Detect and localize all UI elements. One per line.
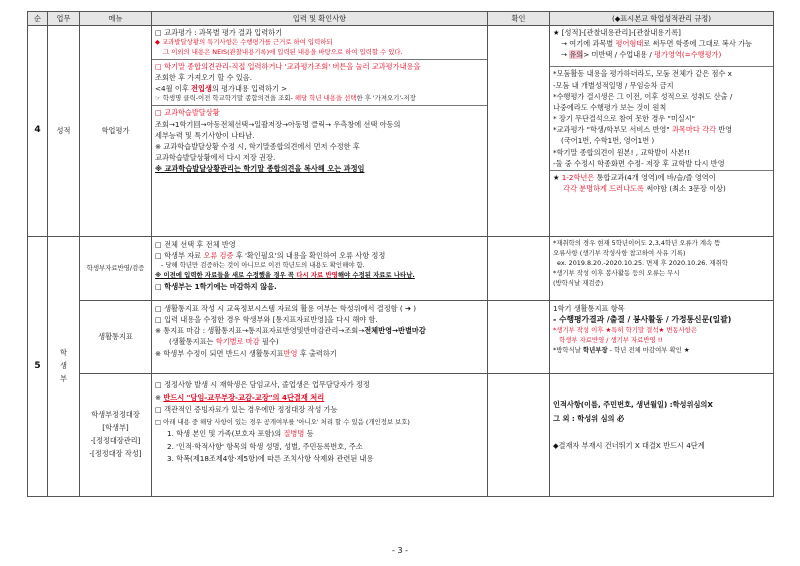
highlight-text: 평어형태 <box>615 39 644 49</box>
text-span: 1. 학생 본인 및 가족(보호자 포함)의 <box>167 428 284 438</box>
text-line <box>155 83 484 94</box>
text-line: -둘 중 수정시 학종화면 수정- 저장 후 교학발 다시 반영 <box>553 158 725 168</box>
check-cell <box>488 26 550 237</box>
note-cell <box>550 301 774 374</box>
text-line <box>155 250 484 261</box>
text-span: → 여기에 과목별 <box>561 39 616 49</box>
note-cell <box>550 374 774 497</box>
text-line: 1학기 생활통지표 항목 <box>553 304 625 313</box>
highlight-text: 질병명 <box>283 428 305 438</box>
text-span: 써야함 (최소 3문장 이상) <box>643 184 726 194</box>
header-check: 확인 <box>488 12 550 26</box>
divider <box>550 170 773 171</box>
text-line: * 장기 무단결석으로 참여 못한 경우 "미실시" <box>553 114 695 124</box>
text-span: ※ 이전에 입력한 자료들을 새로 수정했을 경우 꼭 <box>155 271 297 280</box>
divider <box>152 59 487 60</box>
text-line: □ 교과학습발달상황 <box>155 108 220 118</box>
text-line: *모둠활동 내용을 평가하더라도, 모둠 전체가 같은 점수 x <box>553 69 732 79</box>
header-task: 업무 <box>48 12 80 26</box>
page-number: - 3 - <box>392 546 408 555</box>
highlight-text: 유의 <box>569 50 584 60</box>
text-line: ※ 교과학습발달상황관리는 학기말 종합의견을 복사해 오는 과정임 <box>155 164 365 174</box>
text-line: (방학식날 재검증) <box>553 278 604 287</box>
menu-cell <box>80 374 152 497</box>
table-row <box>28 237 774 301</box>
procedure-table <box>27 11 774 497</box>
table-row <box>28 301 774 374</box>
text-line <box>553 346 770 356</box>
header-menu: 메뉴 <box>80 12 152 26</box>
text-line: 세부능력 및 특기사항이 나타남. <box>155 130 255 140</box>
text-span: (생활통지표는 <box>169 337 216 347</box>
text-span: ☞ 학생명 클릭-이전 학교학기말 종합의견을 조회- <box>155 94 295 103</box>
text-span: *방학식날 <box>553 346 583 355</box>
text-line: -모둠 내 개별성적일명 / 무임승차 금지 <box>553 80 674 90</box>
text-span: 한 후 '가져오기'-저장 <box>356 94 416 103</box>
text-line: 오류사항 (생기부 작성사항 참고하여 사유 기록) <box>553 248 686 257</box>
text-line <box>553 49 770 60</box>
highlight-text: 평가영역(=수행평가) <box>654 50 722 60</box>
row-number: 5 <box>28 237 48 497</box>
highlight-text: 반드시 "담임-교무부장-교감-교장"의 4단결재 처리 <box>163 392 325 402</box>
text-span: 로 써두면 학종에 그대로 복사 가능 <box>643 39 752 49</box>
text-line <box>553 124 770 135</box>
text-line: ◆결재자 부재시 건너뛰기 X 대결X 반드시 4단계 <box>553 441 705 451</box>
text-line: ◆ 교과발달상황의 특기사항은 수행평가를 근거로 하여 입력하되 <box>155 38 333 47</box>
highlight-text: 과목마다 <box>671 125 700 135</box>
text-line: *재취학의 경우 현재 5학년이어도 2,3,4학년 오류가 계속 뜸 <box>553 239 721 247</box>
highlight-text: 오류 검증 <box>203 251 234 261</box>
highlight-text: 해당 학년 내용을 선택 <box>294 94 357 103</box>
text-line <box>553 172 770 183</box>
text-line: 2. '인적·학적사항' 항목의 학생 성명, 성별, 주민등록번호, 주소 <box>167 441 363 451</box>
text-span: *교과평가 "학생/학부모 서비스 반영" <box>553 125 672 135</box>
text-line: ★ [성적]-[관찰내용관리]-[관찰내용기록] <box>553 28 681 37</box>
menu-line: 학생부정정대장 <box>91 410 140 420</box>
text-span: 통합교과(4개 영역)에 바/슬/즐 영역이 <box>594 172 716 182</box>
text-line <box>155 94 484 104</box>
check-cell <box>488 301 550 374</box>
menu-line: -[정정대장 작성] <box>89 448 142 458</box>
text-line <box>155 336 484 347</box>
text-span: 해야 수정된 자료로 나타남. <box>337 271 415 280</box>
check-cell <box>488 374 550 497</box>
header-no: 순 <box>28 12 48 26</box>
highlight-text: 학년부장 <box>582 346 608 355</box>
red-text: □ 학기말 종합의견관리-직접 입력하거나 '교과평가조회' 버튼을 눌러 교과평가내용을 <box>155 62 421 71</box>
text-span: 필수) <box>259 337 279 347</box>
menu-line: -[정정대장관리] <box>90 436 141 445</box>
note-cell <box>550 26 774 237</box>
table-header <box>28 12 774 26</box>
input-cell <box>152 374 488 497</box>
text-line: 3. 학폭(제18조제4항·제5항)에 따른 조치사항 삭제와 관련된 내용 <box>167 454 374 464</box>
menu-cell: 학업평가 <box>80 26 152 237</box>
text-line: □ 교과평가 : 과목별 평가 결과 입력하기 <box>155 28 283 37</box>
note-cell <box>550 237 774 301</box>
text-line: ※ 교과학습발달상황 수정 시, 학기말종합의견에서 먼저 수정한 후 <box>155 141 360 151</box>
text-span: 반영 <box>715 125 733 135</box>
text-line: 교과학습발달상황에서 다시 저장 권장. <box>155 153 276 163</box>
highlight-text: 전체반영→반별마감 <box>364 326 426 336</box>
text-line: □ 아래 내용 중 해당 사항이 있는 경우 공개여부를 '아니오' 처리 할 수 있음 (개인정보 보호) <box>155 417 410 426</box>
text-line: - 수행평가결과 /출결 / 봉사활동 / 가정통신문(일괄) <box>553 315 732 325</box>
text-line: 그 이외의 내용은 NEIS(관찰내용기록)에 입력된 내용을 바탕으로 하여 입력할 수 있다. <box>163 48 403 57</box>
text-span: ★ <box>553 172 562 182</box>
text-line <box>553 38 770 49</box>
text-line <box>553 183 770 194</box>
text-line: *생기부 작성 이후 ★특히 학기말 결석★ 변동사항은 <box>553 326 698 335</box>
input-cell <box>152 237 488 301</box>
text-line: □ 입력 내용을 수정한 경우 학생부와 [통지표자료반영]을 다시 해야 함. <box>155 315 378 325</box>
table-row <box>28 26 774 237</box>
text-line: 나중에라도 수행평가 보는 것이 원칙 <box>553 102 667 112</box>
text-line <box>155 428 484 441</box>
row-number: 4 <box>28 26 48 237</box>
text-line <box>155 61 484 72</box>
text-line: *생기부 작성 이후 봉사활동 등의 오류는 무시 <box>553 268 680 277</box>
text-span: <4월 이후 <box>155 84 191 94</box>
text-line <box>155 348 484 359</box>
highlight-text: 반영 <box>283 348 298 358</box>
divider <box>550 66 773 67</box>
text-line: 그 외 : 학성위 심의 必 <box>553 413 625 423</box>
text-span: → <box>561 50 570 60</box>
text-span: ※ <box>155 392 164 402</box>
text-line: 학생부 자료반영 / 생기부 자료반영 !! <box>559 336 663 345</box>
text-span: 후 출력하기 <box>297 348 337 358</box>
text-span: □ 학생부 자료 <box>155 251 204 261</box>
task-cell: 성적 <box>48 26 80 237</box>
input-cell <box>152 26 488 237</box>
highlight-text: 각각 분명하게 드러나도록 <box>563 184 644 194</box>
task-label: 학 생 부 <box>60 348 67 383</box>
input-cell <box>152 301 488 374</box>
highlight-text: 각각 <box>702 125 716 135</box>
highlight-text: 1-2학년은 <box>561 172 595 182</box>
text-line: ex. 2019.8.20.-2020.10.25. 면제 후 2020.10.26. 재취학 <box>557 258 728 267</box>
menu-cell: 생활통지표 <box>80 301 152 374</box>
text-line <box>155 392 484 405</box>
text-line: □ 객관적인 증빙자료가 있는 경우에만 정정대장 작성 가능 <box>155 405 338 415</box>
text-line: *학기말 종합의견이 원본! , 교학발이 사본!! <box>553 147 691 157</box>
text-span: > 미반택 / 수업내용 / <box>583 50 655 60</box>
check-cell <box>488 237 550 301</box>
text-line: □ 생활통지표 작성 시 교육정보시스템 자료의 활용 여부는 학성위에서 결정함 ( ➔ ) <box>155 304 417 313</box>
text-span: ※ 통지표 마감 : 생활통지표→통지표자료반영및반마감관리→조회→ <box>155 326 365 336</box>
text-line: 인적사항(이름, 주민번호, 생년월일) :학성위심의X <box>553 400 713 409</box>
divider <box>152 105 487 106</box>
text-span: ※ 학생부 수정이 되면 반드시 생활통지표 <box>155 348 284 358</box>
text-span: - 학년 전체 마감여부 확인 ★ <box>607 346 690 355</box>
text-line: 조회한 후 가져오기 할 수 있음. <box>155 73 253 83</box>
text-line: 조회→1학기回→아동전체선택→일괄저장→아동명 클릭→ 우측창에 선택 아동의 <box>155 119 401 129</box>
text-line <box>155 325 484 336</box>
text-span: 의 평가내용 입력하기 > <box>211 84 288 94</box>
text-line <box>155 271 484 281</box>
table-row <box>28 374 774 497</box>
task-cell <box>48 237 80 497</box>
text-span: 후 '확인필요'의 내용을 확인하여 오류 사항 정정 <box>233 251 386 261</box>
highlight-text: 학기별로 마감 <box>215 337 260 347</box>
header-note: (◆표시본교 학업성적관리 규정) <box>550 12 774 26</box>
text-line: (국어1번, 수학1번, 영어1번 ) <box>561 136 655 146</box>
highlight-text: 전입생 <box>191 84 212 94</box>
highlight-text: 다시 자료 반영 <box>296 271 338 280</box>
header-input: 입력 및 확인사항 <box>152 12 488 26</box>
text-line: □ 전체 선택 후 전체 반영 <box>155 240 236 249</box>
text-span: 등 <box>304 428 314 438</box>
menu-line: [학생부] <box>102 423 129 433</box>
menu-cell: 학생부자료반영/검증 <box>80 237 152 301</box>
text-line: *수행평가 결시생은 그 이전, 이후 성적으로 성취도 산출 / <box>553 91 733 101</box>
text-line: - 당해 학년만 검증하는 것이 아니므로 이전 학년도의 내용도 확인해야 함. <box>161 261 365 270</box>
text-line: □ 정정사항 발생 시 재학생은 담임교사, 졸업생은 업무담당자가 정정 <box>155 380 370 389</box>
text-line: □ 학생부는 1학기에는 마감하지 않음. <box>155 282 277 292</box>
